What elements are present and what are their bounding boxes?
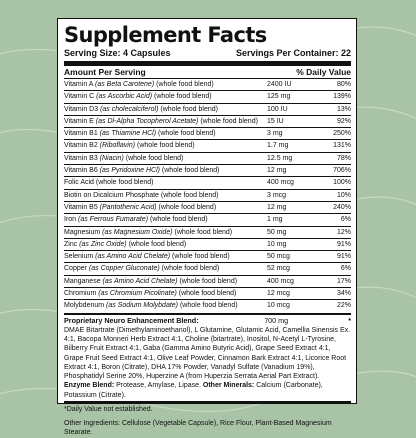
nutrient-source: (as Sodium Molybdate) (106, 302, 179, 310)
nutrient-dv: 706% (333, 167, 351, 175)
nutrient-suffix: (whole food blend) (152, 93, 212, 101)
nutrient-label: Biotin on Dicalcium Phosphate (64, 191, 161, 199)
nutrient-dv: 100% (333, 179, 351, 187)
nutrient-label: Vitamin B6 (64, 167, 100, 175)
nutrient-source: (as cholecalciferol) (100, 105, 159, 113)
nutrient-source: (Pantothenic Acid) (99, 203, 157, 211)
enzyme-text: Protease, Amylase, Lipase. (114, 382, 203, 390)
nutrient-label: Manganese (64, 277, 103, 285)
nutrient-dv: 250% (333, 130, 351, 138)
nutrient-suffix: (whole food blend) (156, 130, 216, 138)
table-row (64, 250, 351, 262)
nutrient-amount: 10 mcg (267, 302, 290, 310)
nutrient-dv: 34% (336, 290, 351, 298)
nutrient-amount: 12 mg (267, 203, 287, 211)
nutrient-name (64, 104, 267, 115)
nutrient-suffix: (whole food blend) (154, 81, 214, 88)
table-row (64, 213, 351, 225)
nutrient-source: (as Dl-Alpha Tocopherol Acetate) (95, 117, 199, 125)
nutrient-source: (as Beta Carotene) (95, 81, 155, 88)
nutrient-label: Vitamin D3 (64, 105, 101, 113)
nutrient-dv: 92% (336, 117, 351, 125)
nutrient-suffix: (whole food blend) (126, 240, 187, 248)
nutrient-source: (as Ascorbic Acid) (96, 93, 153, 101)
table-row (64, 90, 351, 102)
blend-amount: 700 mg (264, 315, 289, 325)
nutrient-suffix: (whole food blend) (95, 179, 154, 187)
nutrient-label: Vitamin B2 (64, 142, 100, 150)
nutrient-suffix: (whole food blend) (160, 191, 219, 199)
dv-note: *Daily Value not established. (64, 406, 153, 414)
blend-label: Proprietary Neuro Enhancement Blend: (64, 315, 199, 325)
nutrient-source: (as Pyridoxine HCl) (99, 167, 160, 175)
table-row (64, 103, 351, 115)
nutrient-suffix: (whole food blend) (148, 216, 208, 224)
nutrient-dv: 91% (336, 253, 351, 261)
nutrient-suffix: (whole food blend) (178, 302, 238, 310)
nutrient-amount: 12 mcg (267, 290, 290, 298)
blend-divider (64, 313, 351, 315)
nutrient-name (64, 288, 267, 299)
nutrient-suffix: (whole food blend) (156, 203, 217, 211)
enzyme-label: Enzyme Blend: (64, 382, 115, 390)
nutrient-amount: 10 mg (267, 240, 287, 248)
blend-ingredients: DMAE Bitartrate (Dimethylaminoethanol), L Glutamine, Glutamic Acid, Camellia Sinensis Ex. 4:1, Bacopa Monneri Herb Extract 4:1, Choline (bitartrate), Inositol, N-Acetyl L-Tyrosine, Bilberry Fruit Extract 4:1, Gaba (Gamma Amino Butyric Acid), Grape Seed Extract 4:1, Grape Fruit Seed Extract 4:1, Olive Leaf Powder, Cinnamon Bark Extract 4:1, Licorice Root Extract 4:1, Boron (Citrate), DHA 17% Powder, Vanadyl Sulfate (Vanadium 19%), Phosphatidyl Serine 20%, Huperzine A (from Huperzia Serrata Aerial Part Extract). (64, 326, 351, 381)
nutrient-suffix: (whole food blend) (176, 290, 237, 298)
nutrient-source: (as Copper Gluconate) (88, 265, 160, 273)
nutrient-suffix: (whole food blend) (123, 154, 184, 162)
nutrient-label: Chromium (64, 290, 99, 298)
table-row (64, 287, 351, 299)
nutrient-amount: 100 IU (267, 105, 288, 113)
supplement-facts-panel (57, 18, 357, 437)
nutrient-amount: 125 mg (267, 93, 291, 101)
table-row (64, 262, 351, 274)
table-row (64, 299, 351, 311)
table-row (64, 226, 351, 238)
nutrient-dv: 6% (340, 265, 351, 273)
column-header (64, 67, 351, 78)
nutrient-amount: 52 mcg (267, 265, 290, 273)
nutrient-suffix: (whole food blend) (177, 277, 238, 285)
table-row (64, 164, 351, 176)
nutrient-suffix: (whole food blend) (170, 253, 230, 261)
nutrient-name (64, 79, 267, 90)
serving-info (64, 48, 351, 59)
nutrient-dv: 6% (340, 216, 351, 224)
nutrient-label: Vitamin B1 (64, 130, 100, 138)
nutrient-suffix: (whole food blend) (158, 105, 218, 113)
nutrient-amount: 2400 IU (267, 81, 292, 88)
enzyme-minerals (64, 381, 351, 400)
nutrient-dv: 78% (336, 154, 351, 162)
blend-dv: * (348, 315, 351, 325)
nutrient-label: Vitamin B3 (64, 154, 100, 162)
nutrient-label: Vitamin A (64, 81, 96, 88)
nutrient-amount: 1 mg (267, 216, 283, 224)
nutrient-dv: 91% (336, 240, 351, 248)
nutrient-amount: 15 IU (267, 117, 284, 125)
nutrient-amount: 3 mg (267, 130, 283, 138)
nutrient-name (64, 263, 267, 274)
nutrient-source: (as Magnesium Oxide) (102, 228, 173, 236)
nutrient-source: (as Ferrous Fumarate) (78, 216, 149, 224)
nutrient-dv: 131% (333, 142, 351, 150)
nutrient-source: (as Amino Acid Chelate) (102, 277, 178, 285)
nutrient-source: (as Thiamine HCl) (99, 130, 157, 138)
other-minerals-text: Calcium (Carbonate), Potassium (Citrate). (64, 382, 323, 399)
nutrient-label: Iron (64, 216, 79, 224)
other-ingredients: Other Ingredients: Cellulose (Vegetable Capsule), Rice Flour, Plant-Based Magnesium Stearate. (64, 419, 332, 437)
table-row (64, 115, 351, 127)
table-row (64, 176, 351, 188)
nutrient-label: Zinc (64, 240, 80, 248)
nutrient-label: Vitamin B5 (64, 203, 100, 211)
bottom-divider (64, 401, 351, 404)
table-row (64, 78, 351, 90)
nutrient-dv: 12% (336, 228, 351, 236)
nutrient-name (64, 128, 267, 139)
nutrient-table (64, 78, 351, 312)
nutrient-name (64, 202, 267, 213)
nutrient-dv: 80% (336, 81, 351, 88)
nutrient-suffix: (whole food blend) (172, 228, 233, 236)
nutrient-name (64, 190, 267, 201)
nutrient-dv: 240% (333, 203, 351, 211)
nutrient-name (64, 116, 267, 127)
servings-per-container: Servings Per Container: 22 (235, 48, 351, 58)
nutrient-dv: 13% (336, 105, 351, 113)
nutrient-name (64, 165, 267, 176)
table-row (64, 275, 351, 287)
table-row (64, 127, 351, 139)
nutrient-name (64, 91, 267, 102)
nutrient-label: Selenium (64, 253, 96, 261)
thick-divider (64, 61, 351, 66)
nutrient-source: (as Amino Acid Chelate) (95, 253, 171, 261)
nutrient-name (64, 214, 267, 225)
nutrient-amount: 400 mcg (267, 277, 294, 285)
table-row (64, 238, 351, 250)
other-minerals-label: Other Minerals: (202, 382, 255, 390)
nutrient-amount: 1.7 mg (267, 142, 289, 150)
nutrient-dv: 22% (336, 302, 351, 310)
nutrient-source: (Riboflavin) (99, 142, 136, 150)
nutrient-suffix: (whole food blend) (159, 265, 220, 273)
nutrient-source: (as Zinc Oxide) (79, 240, 127, 248)
nutrient-suffix: (whole food blend) (198, 117, 258, 125)
amount-header: Amount Per Serving (64, 67, 146, 77)
nutrient-name (64, 140, 267, 151)
nutrient-amount: 12.5 mg (267, 154, 293, 162)
nutrient-name (64, 227, 267, 238)
nutrient-amount: 400 mcg (267, 179, 294, 187)
panel-title: Supplement Facts (64, 23, 267, 47)
nutrient-name (64, 300, 267, 311)
nutrient-name (64, 239, 267, 250)
nutrient-dv: 139% (333, 93, 351, 101)
nutrient-source: (Niacin) (99, 154, 124, 162)
nutrient-label: Molybdenum (64, 302, 107, 310)
table-row (64, 139, 351, 151)
nutrient-dv: 17% (336, 277, 351, 285)
dv-header: % Daily Value (296, 67, 351, 77)
nutrient-source: (as Chromium Picolinate) (98, 290, 177, 298)
nutrient-name (64, 251, 267, 262)
nutrient-amount: 12 mg (267, 167, 287, 175)
nutrient-name (64, 276, 267, 287)
nutrient-label: Vitamin C (64, 93, 97, 101)
nutrient-name (64, 177, 267, 188)
nutrient-suffix: (whole food blend) (135, 142, 195, 150)
nutrient-dv: 10% (336, 191, 351, 199)
blend-header (64, 316, 351, 326)
table-row (64, 152, 351, 164)
nutrient-name (64, 153, 267, 164)
table-row (64, 189, 351, 201)
table-row (64, 201, 351, 213)
nutrient-suffix: (whole food blend) (159, 167, 220, 175)
nutrient-amount: 3 mcg (267, 191, 287, 199)
nutrient-label: Vitamin E (64, 117, 96, 125)
nutrient-amount: 50 mg (267, 228, 287, 236)
serving-size: Serving Size: 4 Capsules (64, 48, 171, 58)
nutrient-label: Folic Acid (64, 179, 96, 187)
nutrient-amount: 50 mcg (267, 253, 290, 261)
nutrient-label: Magnesium (64, 228, 103, 236)
nutrient-label: Copper (64, 265, 89, 273)
